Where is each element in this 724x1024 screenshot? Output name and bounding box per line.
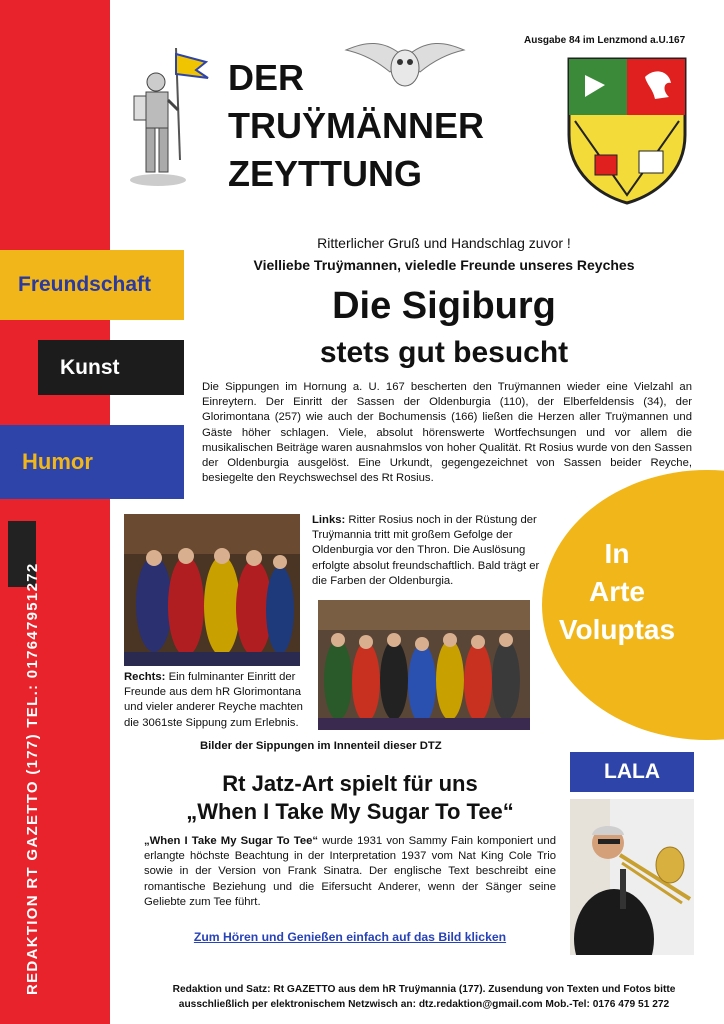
article-sigiburg-body: Die Sippungen im Hornung a. U. 167 bescherten den Truÿmannen wieder eine Vielzahl an Einreytern. Der Einritt der Sassen der Oldenburgia (110), der Elberfeldensis (34), der Glorimontana (257) wie auch der Bochumensis (166) ließen die Herzen aller Truÿmannen und Gäste höher schlagen. Viele, absolut hörenswerte Wortfechsungen und vor allem die musikalischen Beiträge waren ausnahmslos von hoher Qualität. Rt Rosius wurde von den Sassen der Oldenburgia ausgelöst. Eine Urkundt, gegengezeichnet von Sassen beider Reyche, besiegelte den Reychswechsel des Rt Rosius. [202,381,692,485]
coat-of-arms-crest [565,55,689,205]
main-subheadline: stets gut besucht [319,336,569,369]
box-humor [0,425,184,499]
music-headline-line-2: „When I Take My Sugar To Tee“ [186,799,514,824]
box-freundschaft-label: Freundschaft [18,273,152,296]
knight-illustration [118,40,210,192]
motto-word-2: Arte [588,576,645,607]
music-headline-line-1: Rt Jatz-Art spielt für uns [222,771,478,796]
motto-word-1: In [604,538,630,569]
caption-links [312,513,552,589]
caption-rechts-text: Ein fulminanter Einritt der Freunde aus dem hR Glorimontana und vieler anderer Reyche machten die 3061ste Sippung zum Erlebnis. [124,671,303,729]
title-line-2: TRUŸMÄNNER [228,105,484,146]
music-article-text: wurde 1931 von Sammy Fain komponiert und erlangte höchste Beachtung in der Interpretation 1937 vom Nat King Cole Trio sowie in der Version von Frank Sinatra. Der englische Text beschreibt eine romantische Beziehung und die Eifersucht Anderer, wenn der Sänger seine Geliebte zum Tee führt. [144,835,556,908]
issue-info: Ausgabe 84 im Lenzmond a.U.167 [524,35,686,46]
photos-note: Bilder der Sippungen im Innenteil dieser DTZ [200,740,442,752]
box-kunst-label: Kunst [60,355,120,379]
lala-label: LALA [604,760,660,783]
photo-ritter-rosius [124,514,300,666]
music-article-body [144,834,556,910]
box-kunst [38,340,184,395]
box-humor-label: Humor [22,449,93,474]
left-red-band [0,0,110,1024]
caption-links-text: Ritter Rosius noch in der Rüstung der Truÿmannia tritt mit großem Gefolge der Oldenburgia vor den Thron. Die Auslösung erfolgte absolut freundschaftlich. Bald trägt er die Farben der Oldenburgia. [312,514,540,587]
vertical-editorial-text: REDAKTION RT GAZETTO (177) TEL.: 017647951272 [24,562,41,995]
main-headline: Die Sigiburg [332,285,556,327]
caption-rechts [124,670,314,731]
newspaper-title [228,54,484,198]
photo-trombone-player[interactable] [570,799,694,955]
box-freundschaft [0,250,184,320]
greeting-line-1: Ritterlicher Gruß und Handschlag zuvor ! [317,235,571,251]
photo-glorimontana-einritt [318,600,530,730]
caption-links-label: Links: [312,514,346,526]
title-line-1: DER [228,57,305,98]
caption-rechts-label: Rechts: [124,671,166,683]
footer-line-2: ausschließlich per elektronischem Netzwisch an: dtz.redaktion@gmail.com Mob.-Tel: 0176 479 51 272 [178,999,670,1010]
motto-word-3: Voluptas [558,614,676,645]
title-line-3: ZEYTTUNG [228,153,422,194]
footer-line-1: Redaktion und Satz: Rt GAZETTO aus dem hR Truÿmannia (177). Zusendung von Texten und Fotos bitte [172,984,676,995]
footer-imprint [144,982,704,1012]
greeting-line-2: Vielliebe Truÿmannen, vieledle Freunde unseres Reyches [253,257,635,273]
lala-box [570,752,694,792]
listen-link[interactable]: Zum Hören und Genießen einfach auf das Bild klicken [193,930,507,944]
music-headline [140,770,560,826]
music-article-lead: „When I Take My Sugar To Tee“ [144,835,319,847]
motto-in-arte-voluptas [542,535,692,649]
